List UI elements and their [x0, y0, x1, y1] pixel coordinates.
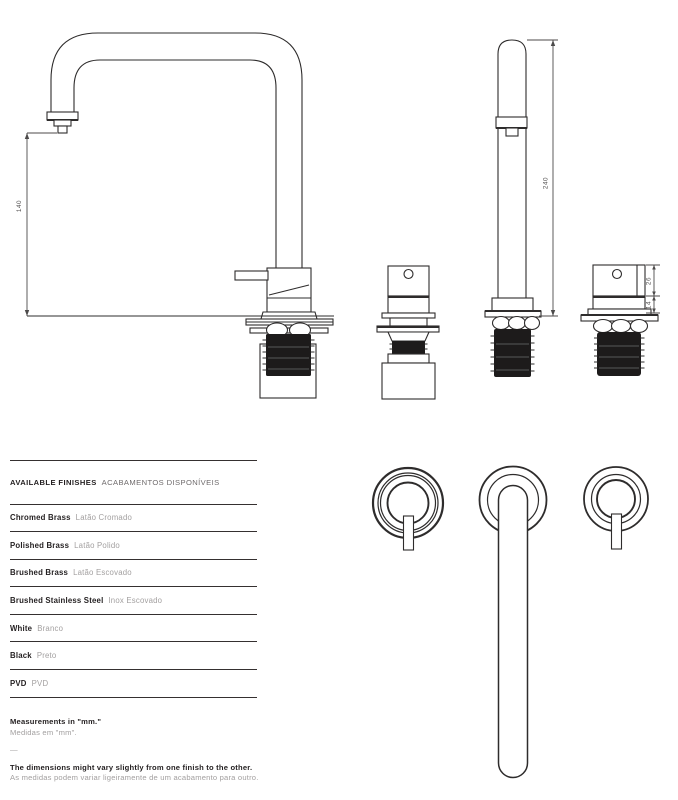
dimension-label-240: 240 [542, 176, 550, 190]
right-handle-stem [612, 514, 622, 549]
dimension-front-spout-height [527, 40, 558, 316]
spout-tube [499, 486, 528, 778]
finishes-table-header [10, 460, 257, 504]
locknut-bump [594, 320, 613, 333]
note-variance-en: The dimensions might vary slightly from one finish to the other. [10, 762, 253, 772]
finish-row [10, 641, 257, 669]
locknut-bump [612, 320, 631, 333]
finish-name-en: Brushed Stainless Steel [10, 596, 104, 606]
finish-name-en: Chromed Brass [10, 513, 71, 523]
finish-name-pt: Latão Polido [74, 540, 120, 550]
handle-lever [235, 271, 268, 280]
valve-knob [388, 266, 429, 296]
right-handle-top-view [584, 467, 648, 549]
valve-nut [388, 332, 429, 341]
spout-front-view-drawing [485, 40, 558, 377]
valve-under-body [382, 363, 435, 399]
valve-flange [382, 313, 435, 318]
valve-side-view-drawing [581, 265, 660, 376]
spout-outlet-step [54, 120, 71, 126]
finish-row [10, 586, 257, 614]
left-handle-stem [404, 516, 414, 550]
faucet-side-view-drawing [16, 33, 334, 398]
locknut-bump [509, 317, 526, 330]
note-separator: — [10, 745, 18, 754]
finish-name-pt: Latão Cromado [75, 513, 133, 523]
finish-row [10, 559, 257, 587]
left-handle-top-view [373, 468, 443, 550]
dimension-label-14: 14 [645, 300, 653, 310]
note-measurements-en: Measurements in "mm." [10, 717, 102, 726]
spout-column [498, 40, 526, 298]
note-variance-pt: As medidas podem variar ligeiramente de um acabamento para outro. [10, 773, 259, 782]
finishes-header-en: AVAILABLE FINISHES [10, 477, 97, 487]
finish-name-pt: Inox Escovado [108, 596, 163, 606]
finish-name-en: Polished Brass [10, 540, 70, 550]
valve-threaded-shank [597, 332, 641, 376]
note-measurements-pt: Medidas em "mm". [10, 727, 77, 737]
spout-outlet-band [496, 117, 527, 128]
finish-row [10, 614, 257, 642]
valve-threads [392, 341, 425, 354]
spout-base-step [492, 298, 533, 311]
finish-row [10, 504, 257, 532]
finish-row [10, 669, 257, 697]
finish-name-en: Black [10, 651, 32, 661]
finish-name-pt: Latão Escovado [73, 568, 132, 578]
dimension-label-140: 140 [16, 199, 23, 213]
locknut-bump [493, 317, 510, 330]
finishes-table [10, 460, 257, 698]
spout-outlet-collar [47, 112, 78, 120]
top-view-drawing [373, 467, 648, 778]
finish-name-pt: Preto [36, 651, 57, 661]
valve-knob-band [388, 296, 429, 313]
valve-under-step [388, 354, 429, 363]
finish-name-en: PVD [10, 678, 27, 688]
spout-top-view [480, 467, 547, 778]
locknut-bump [525, 317, 540, 330]
finishes-header-pt: ACABAMENTOS DISPONÍVEIS [101, 477, 220, 487]
finish-name-en: White [10, 623, 33, 633]
spout-outlet-nub [506, 128, 518, 136]
finish-name-pt: Branco [37, 623, 64, 633]
finish-row [10, 531, 257, 559]
locknut-bump [631, 320, 648, 333]
notes-section [10, 717, 410, 784]
aerator-nub [58, 126, 67, 133]
finish-name-pt: PVD [31, 678, 49, 688]
valve-front-view-drawing [377, 266, 439, 399]
threaded-shank [266, 334, 311, 376]
dimension-label-26: 26 [645, 276, 653, 286]
dimension-valve-heights [646, 265, 661, 313]
valve-neck [390, 318, 427, 326]
spout-inner-outline [74, 60, 276, 268]
spout-outer-outline [51, 33, 302, 268]
finish-name-en: Brushed Brass [10, 568, 69, 578]
